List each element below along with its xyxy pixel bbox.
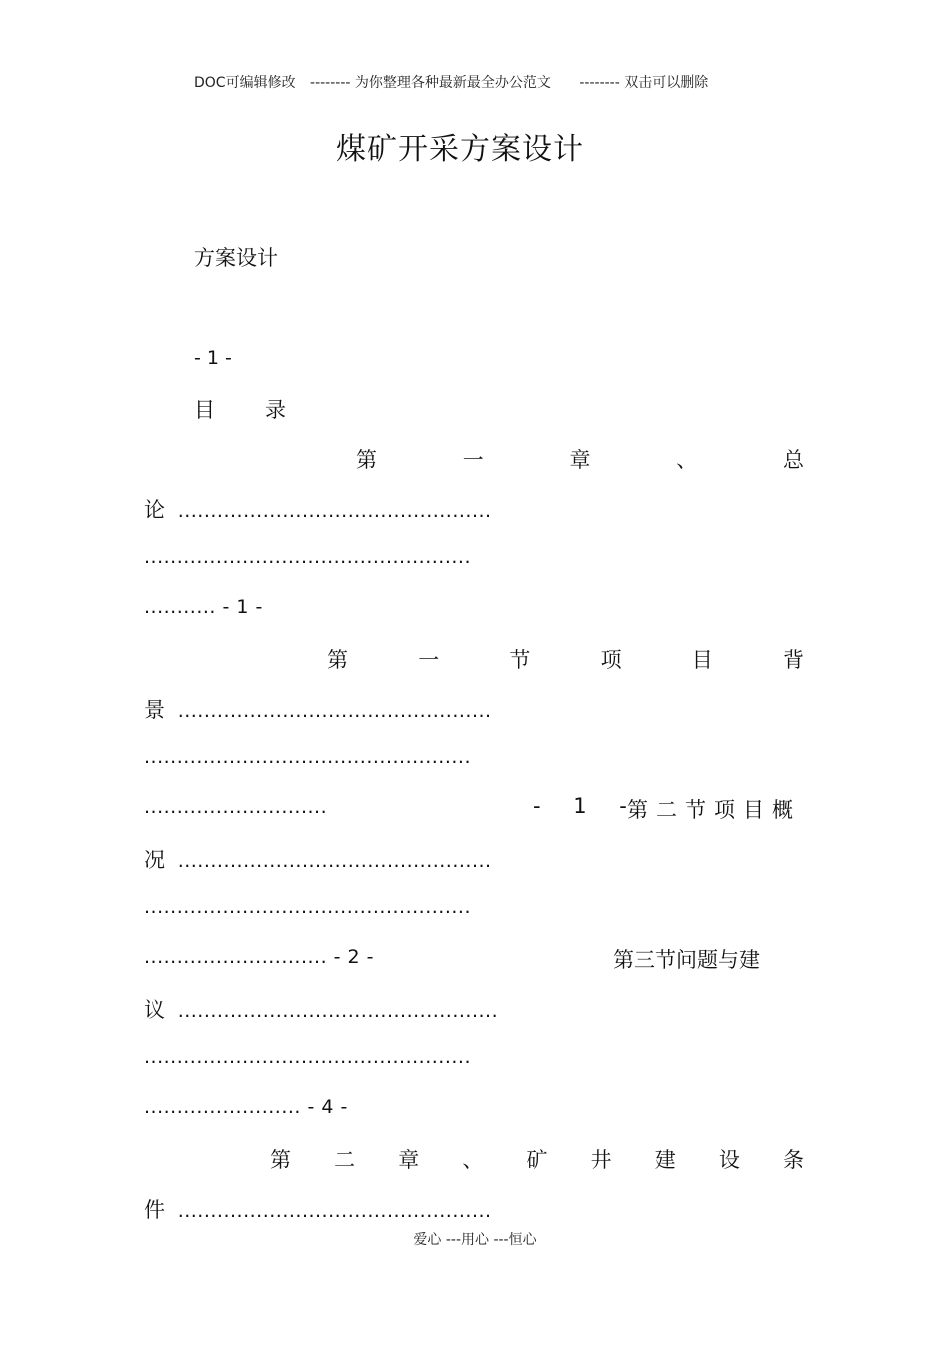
toc-char: 矿 (526, 1148, 548, 1172)
toc-section1-title (327, 644, 804, 674)
toc-char: 第 (356, 448, 377, 472)
toc-wrap-char: 件 (144, 1198, 165, 1222)
toc-section2-title: 第二节项目概 (627, 798, 801, 822)
toc-section2-wrap (144, 844, 492, 874)
toc-char: 一 (462, 448, 484, 472)
toc-char: 一 (418, 648, 440, 672)
toc-char: 章 (398, 1148, 420, 1172)
toc-char: 井 (590, 1148, 612, 1172)
toc-chapter1-title (356, 444, 804, 474)
toc-char: 、 (676, 448, 698, 472)
toc-heading: 目录 (194, 398, 336, 422)
toc-dots: ................................................ (177, 700, 492, 722)
toc-wrap-char: 景 (144, 698, 165, 722)
toc-dots: ................................................ (177, 850, 492, 872)
toc-section3-title: 第三节问题与建 (613, 948, 760, 972)
toc-dots: ................................................ (177, 500, 492, 522)
toc-char: 总 (783, 448, 804, 472)
toc-char: 项 (600, 648, 622, 672)
page-number: - 1 - (194, 347, 232, 369)
header-middle: -------- 为你整理各种最新最全办公范文 (310, 75, 551, 91)
toc-dots: ........... (144, 596, 216, 618)
toc-wrap-char: 况 (144, 848, 165, 872)
toc-page-number: - 1 - (222, 596, 263, 618)
toc-char: 设 (718, 1148, 740, 1172)
toc-dots: .................................................. (144, 746, 471, 768)
toc-page-number: - 2 - (333, 946, 375, 968)
toc-chapter1-wrap (144, 494, 492, 524)
toc-dots: .................................................. (144, 1046, 471, 1068)
toc-char: 二 (334, 1148, 356, 1172)
toc-char: 章 (569, 448, 591, 472)
toc-section2-page-line (144, 946, 374, 968)
page-footer: 爱心 ---用心 ---恒心 (413, 1232, 537, 1248)
toc-char: 条 (783, 1148, 804, 1172)
toc-char: 第 (327, 648, 348, 672)
toc-wrap-char: 论 (144, 498, 165, 522)
toc-dots: ................................................. (177, 1000, 499, 1022)
page-header (194, 72, 718, 92)
toc-dots: .................................................. (144, 546, 471, 568)
toc-dots: ........................ (144, 1096, 301, 1118)
toc-chapter1-page-line (144, 596, 263, 618)
toc-wrap-char: 议 (144, 998, 165, 1022)
toc-section3-page-line (144, 1096, 348, 1118)
document-title: 煤矿开采方案设计 (336, 132, 584, 167)
toc-char: 目 (691, 648, 713, 672)
toc-dots: ............................ (144, 946, 328, 968)
toc-char: 背 (782, 648, 804, 672)
toc-chapter2-wrap (144, 1194, 492, 1224)
toc-dots: ................................................ (177, 1200, 492, 1222)
toc-page-number: - 4 - (307, 1096, 348, 1118)
document-subtitle: 方案设计 (194, 246, 278, 270)
toc-char: 第 (270, 1148, 291, 1172)
toc-char: 建 (654, 1148, 676, 1172)
header-left: DOC可编辑修改 (194, 75, 296, 91)
toc-chapter2-title (270, 1144, 804, 1174)
toc-section1-wrap (144, 694, 492, 724)
toc-dots: .................................................. (144, 896, 471, 918)
toc-dots: ............................ (144, 796, 328, 818)
toc-page-number: - 1 - (533, 794, 640, 818)
toc-char: 、 (462, 1148, 484, 1172)
toc-char: 节 (509, 648, 531, 672)
toc-section3-wrap (144, 994, 498, 1024)
header-right: -------- 双击可以删除 (579, 75, 709, 91)
